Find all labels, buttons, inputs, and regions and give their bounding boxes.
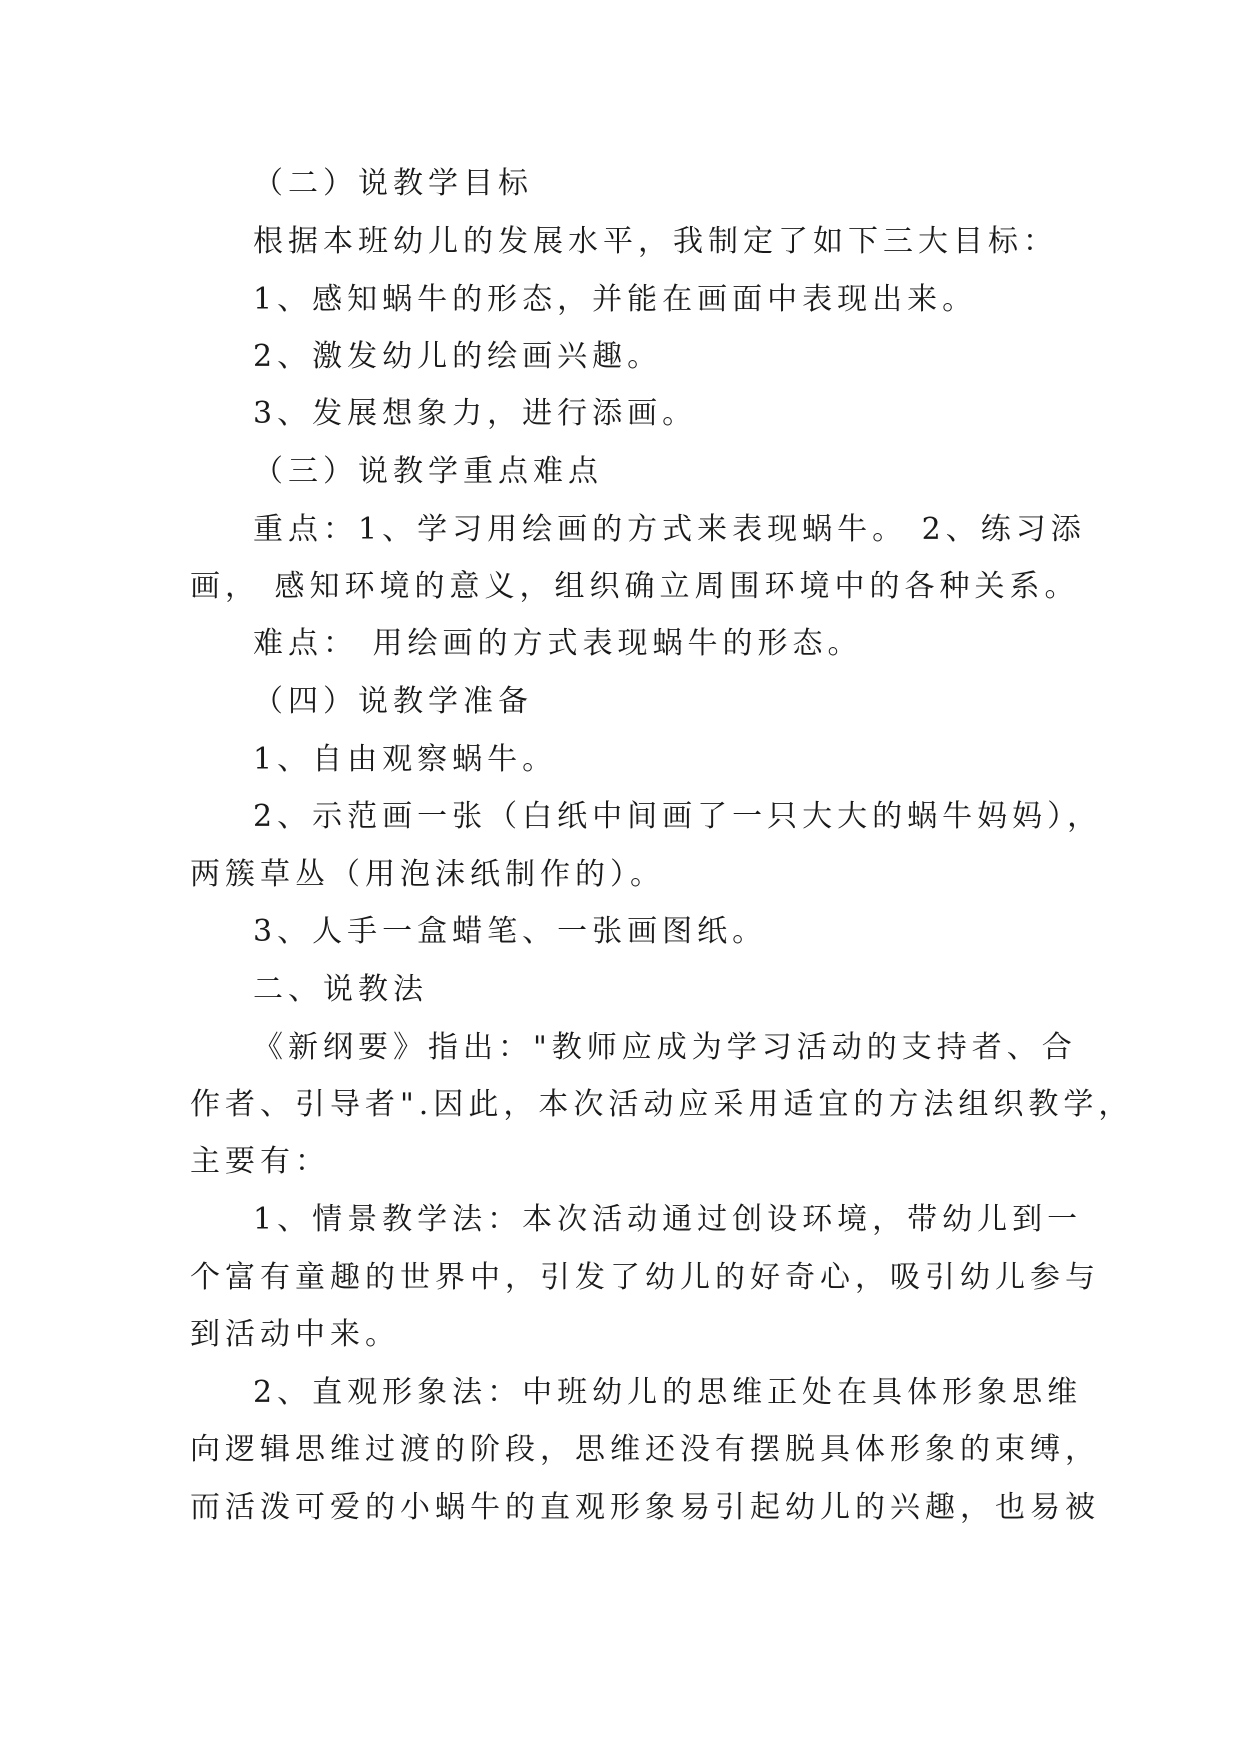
paragraph-line: 主要有： [190,1144,330,1179]
list-item: 1、自由观察蜗牛。 [253,742,558,777]
list-item: 3、发展想象力，进行添画。 [253,396,698,431]
paragraph-line: 重点：1、学习用绘画的方式来表现蜗牛。 2、练习添 [253,512,1086,547]
list-item: 1、感知蜗牛的形态，并能在画面中表现出来。 [253,282,978,317]
list-item: 1、情景教学法：本次活动通过创设环境，带幼儿到一 [253,1202,1083,1237]
paragraph-line: 作者、引导者".因此，本次活动应采用适宜的方法组织教学， [190,1087,1134,1122]
section-heading: （三）说教学重点难点 [253,454,603,489]
list-item: 2、直观形象法：中班幼儿的思维正处在具体形象思维 [253,1375,1083,1410]
paragraph-line: 根据本班幼儿的发展水平，我制定了如下三大目标： [253,224,1058,259]
list-item: 2、示范画一张（白纸中间画了一只大大的蜗牛妈妈）， [253,799,1103,834]
paragraph-line: 难点： 用绘画的方式表现蜗牛的形态。 [253,626,863,661]
list-item: 3、人手一盒蜡笔、一张画图纸。 [253,914,768,949]
paragraph-line: 画， 感知环境的意义，组织确立周围环境中的各种关系。 [190,569,1080,604]
section-heading: （四）说教学准备 [253,684,533,719]
paragraph-line: 个富有童趣的世界中，引发了幼儿的好奇心，吸引幼儿参与 [190,1260,1100,1295]
paragraph-line: 向逻辑思维过渡的阶段，思维还没有摆脱具体形象的束缚， [190,1432,1100,1467]
paragraph-line: 《新纲要》指出："教师应成为学习活动的支持者、合 [253,1030,1077,1065]
list-item: 2、激发幼儿的绘画兴趣。 [253,339,663,374]
paragraph-line: 到活动中来。 [190,1317,400,1352]
section-heading: （二）说教学目标 [253,166,533,201]
paragraph-line: 而活泼可爱的小蜗牛的直观形象易引起幼儿的兴趣，也易被 [190,1490,1100,1525]
section-heading: 二、说教法 [253,972,428,1007]
paragraph-line: 两簇草丛（用泡沫纸制作的）。 [190,857,665,892]
